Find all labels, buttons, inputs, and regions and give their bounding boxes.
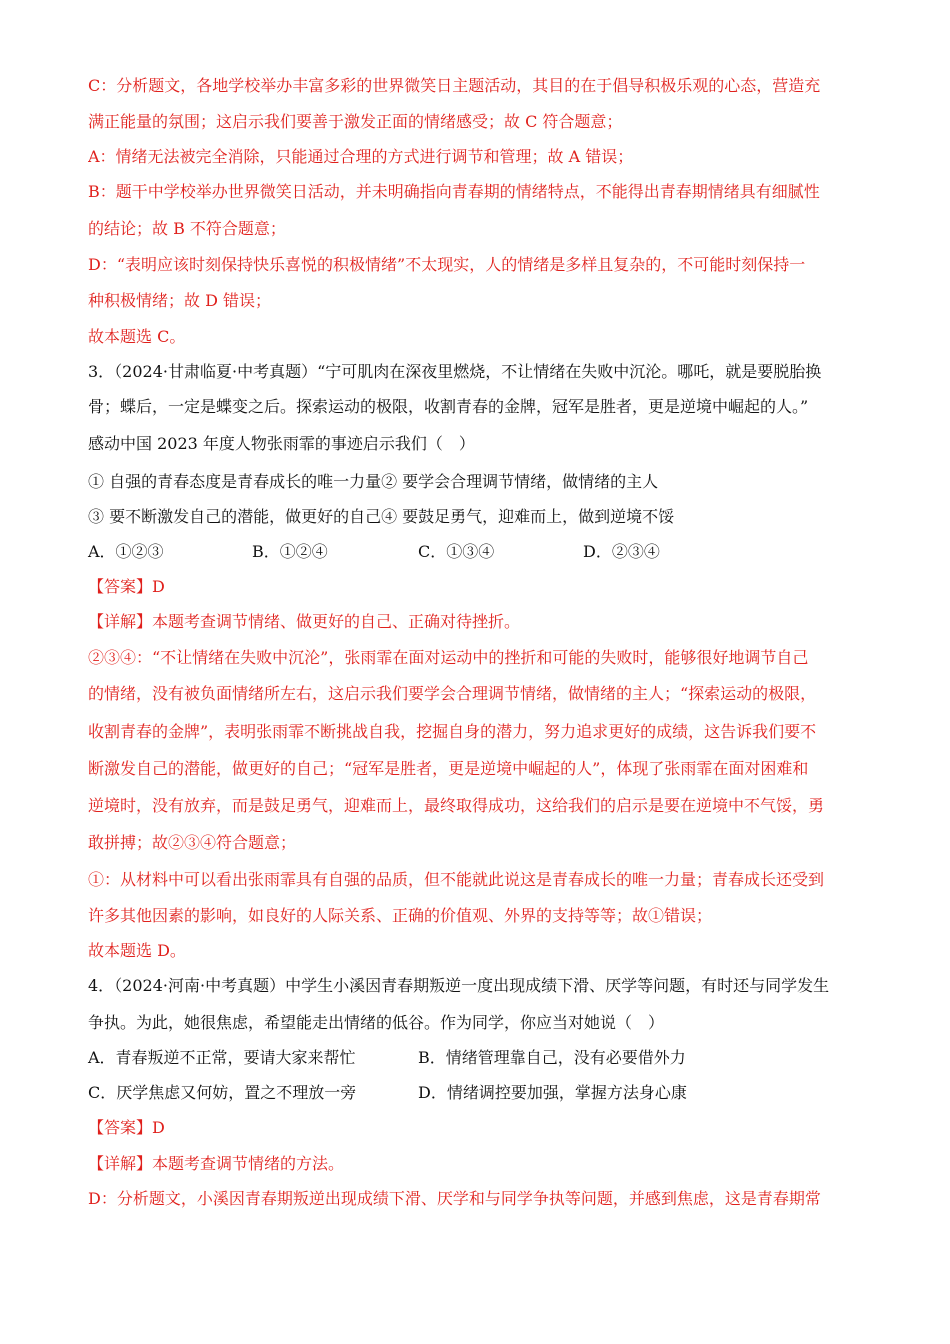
q4-option-c: C．厌学焦虑又何妨，置之不理放一旁 — [88, 1083, 357, 1102]
q3-explanation-line3: 收割青春的金牌”，表明张雨霏不断挑战自我，挖掘自身的潜力，努力追求更好的成绩，这告诉我们要不 — [88, 722, 817, 741]
q3-option-d: D．②③④ — [583, 542, 660, 561]
q2-explanation-a: A：情绪无法被完全消除，只能通过合理的方式进行调节和管理；故 A 错误； — [88, 147, 634, 166]
q4-option-a: A．青春叛逆不正常，要请大家来帮忙 — [88, 1048, 356, 1067]
q3-explanation-line6: 敢拼搏；故②③④符合题意； — [88, 833, 297, 852]
q2-conclusion: 故本题选 C。 — [88, 327, 186, 346]
q3-detail: 【详解】本题考查调节情绪、做更好的自己、正确对待挫折。 — [88, 612, 521, 631]
q2-explanation-b-line1: B：题干中学校举办世界微笑日活动，并未明确指向青春期的情绪特点，不能得出青春期情绪具有细腻性 — [88, 182, 820, 201]
q4-explanation-line1: D：分析题文，小溪因青春期叛逆出现成绩下滑、厌学和与同学争执等问题，并感到焦虑，这是青春期常 — [88, 1189, 821, 1208]
q4-answer: 【答案】D — [88, 1118, 165, 1137]
q4-stem-line2: 争执。为此，她很焦虑，希望能走出情绪的低谷。作为同学，你应当对她说（ ） — [88, 1013, 665, 1032]
q4-option-b: B．情绪管理靠自己，没有必要借外力 — [418, 1048, 686, 1067]
q2-explanation-c-line2: 满正能量的氛围；这启示我们要善于激发正面的情绪感受；故 C 符合题意； — [88, 112, 623, 131]
q3-explanation-line5: 逆境时，没有放弃，而是鼓足勇气，迎难而上，最终取得成功，这给我们的启示是要在逆境中不气馁，勇 — [88, 796, 825, 815]
q3-option-c: C．①③④ — [418, 542, 495, 561]
q4-stem-line1: 4．（2024·河南·中考真题）中学生小溪因青春期叛逆一度出现成绩下滑、厌学等问题，有时还与同学发生 — [88, 976, 830, 995]
q2-explanation-d-line1: D：“表明应该时刻保持快乐喜悦的积极情绪”不太现实，人的情绪是多样且复杂的，不可能时刻保持一 — [88, 255, 806, 274]
q3-answer: 【答案】D — [88, 577, 165, 596]
q2-explanation-d-line2: 种积极情绪；故 D 错误； — [88, 291, 272, 310]
q3-stem-line2: 骨；蝶后，一定是蝶变之后。探索运动的极限，收割青春的金牌，冠军是胜者，更是逆境中崛起的人。” — [88, 397, 809, 416]
q4-option-d: D．情绪调控要加强，掌握方法身心康 — [418, 1083, 687, 1102]
q3-explanation-line7: ①：从材料中可以看出张雨霏具有自强的品质，但不能就此说这是青春成长的唯一力量；青春成长还受到 — [88, 870, 825, 889]
q2-explanation-b-line2: 的结论；故 B 不符合题意； — [88, 219, 286, 238]
q3-explanation-line1: ②③④：“不让情绪在失败中沉沦”，张雨霏在面对运动中的挫折和可能的失败时，能够很好地调节自己 — [88, 648, 809, 667]
q3-item-line1: ① 自强的青春态度是青春成长的唯一力量② 要学会合理调节情绪，做情绪的主人 — [88, 472, 659, 491]
q3-explanation-line4: 断激发自己的潜能，做更好的自己；“冠军是胜者，更是逆境中崛起的人”，体现了张雨霏在面对困难和 — [88, 759, 809, 778]
q2-explanation-c-line1: C：分析题文，各地学校举办丰富多彩的世界微笑日主题活动，其目的在于倡导积极乐观的心态，营造充 — [88, 76, 821, 95]
q3-conclusion: 故本题选 D。 — [88, 941, 186, 960]
q3-explanation-line8: 许多其他因素的影响，如良好的人际关系、正确的价值观、外界的支持等等；故①错误； — [88, 906, 713, 925]
q3-stem-line1: 3．（2024·甘肃临夏·中考真题）“宁可肌肉在深夜里燃烧，不让情绪在失败中沉沦。哪吒，就是要脱胎换 — [88, 362, 822, 381]
q3-option-a: A．①②③ — [88, 542, 164, 561]
q3-item-line2: ③ 要不断激发自己的潜能，做更好的自己④ 要鼓足勇气，迎难而上，做到逆境不馁 — [88, 507, 675, 526]
q4-detail: 【详解】本题考查调节情绪的方法。 — [88, 1154, 345, 1173]
q3-option-b: B．①②④ — [252, 542, 328, 561]
q3-stem-line3: 感动中国 2023 年度人物张雨霏的事迹启示我们（ ） — [88, 434, 475, 453]
q3-explanation-line2: 的情绪，没有被负面情绪所左右，这启示我们要学会合理调节情绪，做情绪的主人；“探索运动的极限， — [88, 684, 817, 703]
